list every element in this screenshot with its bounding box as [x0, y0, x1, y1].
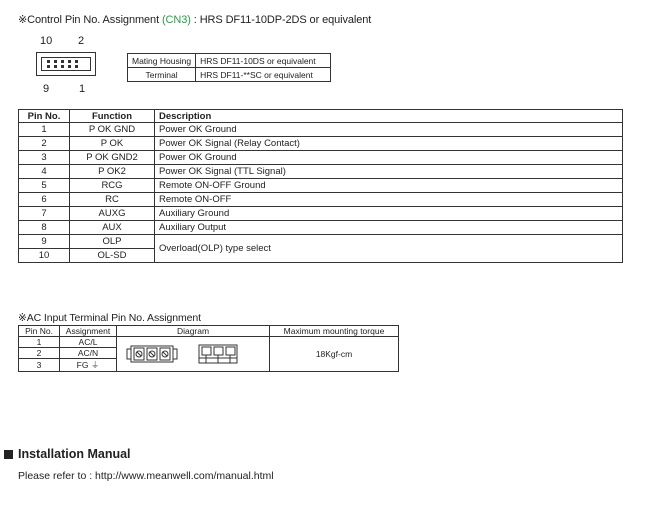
pin-assignment-table — [18, 109, 623, 263]
table-row: 2 P OK Power OK Signal (Relay Contact) — [19, 137, 623, 151]
table-row: 2 AC/N — [19, 348, 399, 359]
table-row: 10 OL-SD — [19, 249, 623, 263]
table-header-row: Pin No. Assignment Diagram Maximum mounting torque — [19, 326, 399, 337]
control-pin-title: ※Control Pin No. Assignment (CN3) : HRS DF11-10DP-2DS or equivalent — [18, 14, 372, 26]
cn3-label: (CN3) — [161, 14, 191, 26]
table-row: 9 OLP Overload(OLP) type select — [19, 235, 623, 249]
ac-input-table — [18, 325, 399, 372]
terminal-block-icon — [117, 337, 263, 371]
table-row: 1 P OK GND Power OK Ground — [19, 123, 623, 137]
connector-diagram — [36, 52, 96, 76]
table-row: Mating Housing HRS DF11-10DS or equivalent — [128, 54, 331, 68]
table-row: 1 AC/L 18Kgf-cm — [19, 337, 399, 348]
table-row: 3 FG ⏚ — [19, 359, 399, 372]
table-row: 5 RCG Remote ON-OFF Ground — [19, 179, 623, 193]
ac-input-title: ※AC Input Terminal Pin No. Assignment — [18, 312, 201, 324]
terminal-diagram — [117, 337, 270, 372]
pin-label-10: 10 — [40, 35, 53, 47]
torque-value: 18Kgf-cm — [270, 337, 399, 372]
pin-label-2: 2 — [78, 35, 85, 47]
table-row: 7 AUXG Auxiliary Ground — [19, 207, 623, 221]
table-row: 6 RC Remote ON-OFF — [19, 193, 623, 207]
connector-inner — [41, 57, 91, 71]
table-header-row: Pin No. Function Description — [19, 110, 623, 123]
installation-manual-heading: Installation Manual — [4, 447, 131, 461]
table-row: 4 P OK2 Power OK Signal (TTL Signal) — [19, 165, 623, 179]
connector-pins-icon — [42, 58, 90, 70]
pin-label-1: 1 — [79, 83, 86, 95]
table-row: 3 P OK GND2 Power OK Ground — [19, 151, 623, 165]
mating-table — [127, 53, 331, 82]
manual-link-note[interactable]: Please refer to : http://www.meanwell.com/manual.html — [18, 470, 274, 482]
square-bullet-icon — [4, 450, 13, 459]
table-row: 8 AUX Auxiliary Output — [19, 221, 623, 235]
pin-label-9: 9 — [43, 83, 50, 95]
table-row: Terminal HRS DF11-**SC or equivalent — [128, 68, 331, 82]
